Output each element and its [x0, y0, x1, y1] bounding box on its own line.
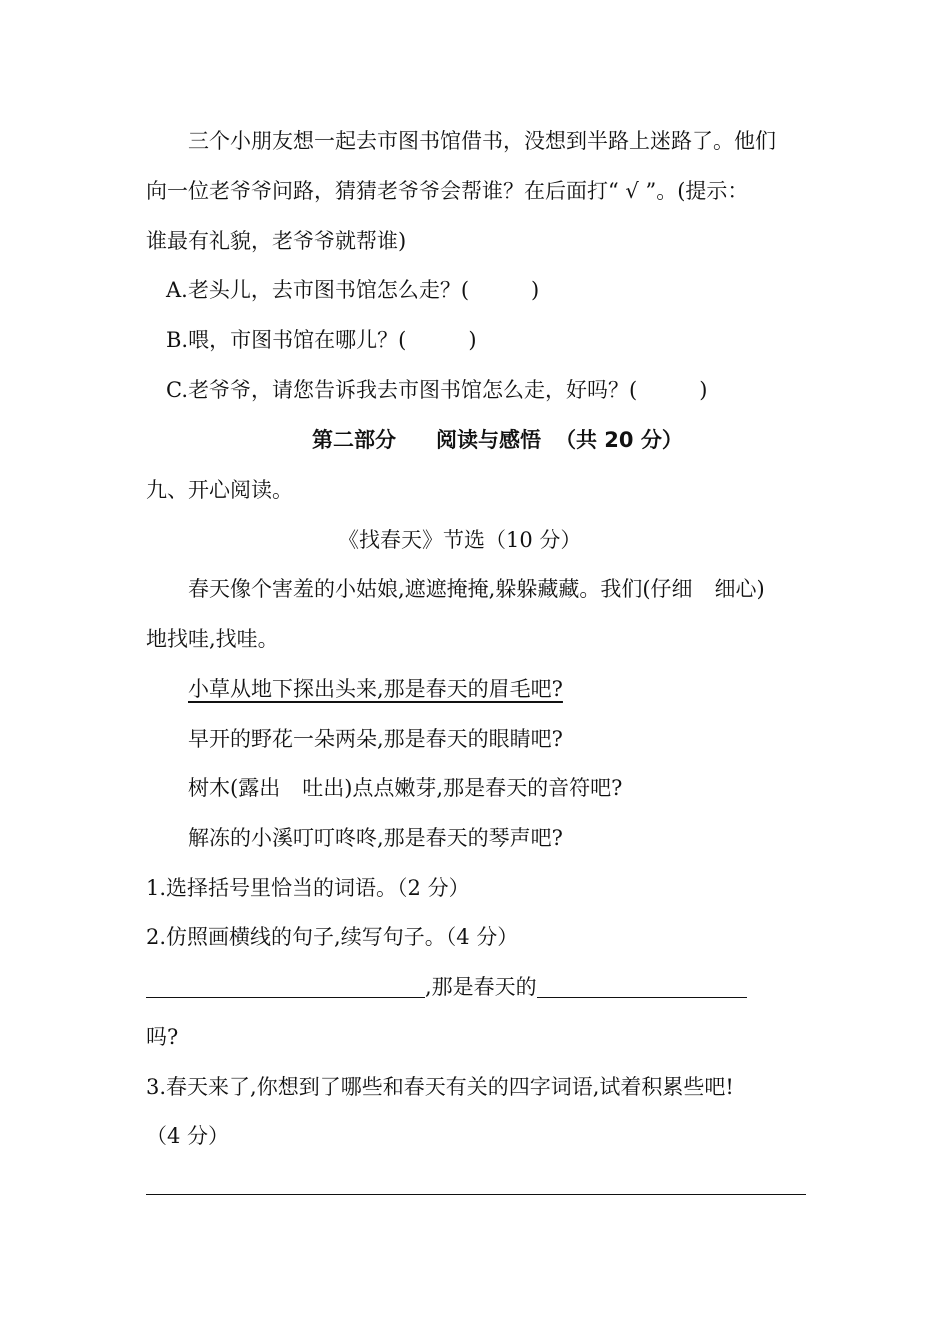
subquestion-3-score: （4 分）: [146, 1124, 230, 1148]
intro-line-2: 向一位老爷爷问路，猜猜老爷爷会帮谁？在后面打“ √ ”。(提示：: [146, 179, 749, 203]
option-c: [166, 375, 707, 405]
option-b-text: B.喂，市图书馆在哪儿？(: [166, 328, 407, 352]
passage-p4-part-b: 吐出)点点嫩芽,那是春天的音符吧?: [302, 776, 623, 800]
passage-paragraph-3: 早开的野花一朵两朵,那是春天的眼睛吧?: [188, 727, 563, 751]
answer-line-q3[interactable]: [146, 1194, 806, 1195]
passage-p4-part-a: 树木(露出: [188, 776, 281, 800]
passage-p1-part-a: 春天像个害羞的小姑娘,遮遮掩掩,躲躲藏藏。我们(仔细: [188, 577, 693, 601]
subquestion-2-end-text: 吗?: [146, 1025, 179, 1049]
subquestion-2: 2.仿照画横线的句子,续写句子。（4 分）: [146, 925, 519, 949]
intro-line-1: 三个小朋友想一起去市图书馆借书，没想到半路上迷路了。他们: [188, 129, 776, 153]
section-heading: [312, 425, 683, 455]
passage-paragraph-1: [188, 574, 765, 604]
subquestion-3: 3.春天来了,你想到了哪些和春天有关的四字词语,试着积累些吧!: [146, 1075, 734, 1099]
option-a-text: A.老头儿，去市图书馆怎么走？(: [166, 278, 470, 302]
option-b: [166, 325, 477, 355]
passage-underlined-sentence: 小草从地下探出头来,那是春天的眉毛吧?: [188, 677, 563, 701]
answer-blank-2[interactable]: [537, 973, 747, 998]
intro-line-3: 谁最有礼貌，老爷爷就帮谁): [146, 229, 407, 253]
option-a-close: ): [531, 278, 540, 302]
option-c-text: C.老爷爷，请您告诉我去市图书馆怎么走，好吗？(: [166, 378, 638, 402]
option-b-close: ): [468, 328, 477, 352]
subquestion-1: 1.选择括号里恰当的词语。（2 分）: [146, 876, 470, 900]
passage-title: 《找春天》节选（10 分）: [338, 528, 582, 552]
subquestion-2-fill-line: [146, 972, 747, 1002]
option-a: [166, 275, 539, 305]
section-score: （共 20 分）: [555, 428, 683, 452]
passage-paragraph-1-cont: 地找哇,找哇。: [146, 627, 279, 651]
question-9-heading: 九、开心阅读。: [146, 478, 293, 502]
passage-paragraph-4: [188, 773, 622, 803]
answer-blank-1[interactable]: [146, 973, 425, 998]
option-c-close: ): [699, 378, 708, 402]
section-part: 第二部分: [312, 428, 396, 452]
subquestion-2-middle-text: ,那是春天的: [425, 975, 537, 999]
section-title: 阅读与感悟: [436, 428, 541, 452]
passage-p1-part-b: 细心): [714, 577, 765, 601]
passage-paragraph-5: 解冻的小溪叮叮咚咚,那是春天的琴声吧?: [188, 826, 563, 850]
